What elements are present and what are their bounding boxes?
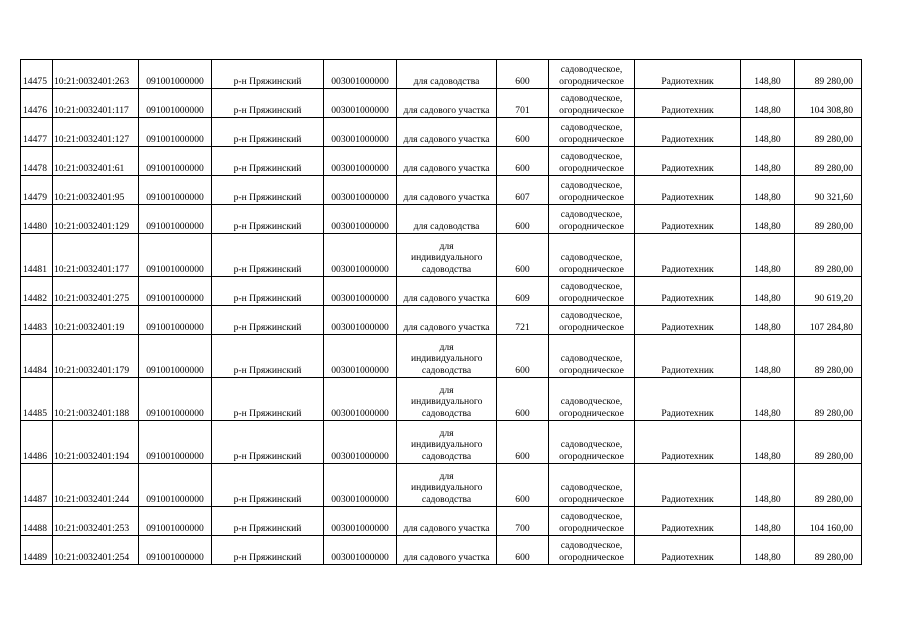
table-row <box>21 205 862 234</box>
cadastral-number-cell: 10:21:0032401:179 <box>53 335 139 378</box>
use-category-cell: садоводческое, огородническое <box>549 234 635 277</box>
use-category-cell: садоводческое, огородническое <box>549 335 635 378</box>
unit-value-cell: 148,80 <box>741 421 795 464</box>
okato-code-cell: 091001000000 <box>139 234 212 277</box>
district-cell: р-н Пряжинский <box>212 507 324 536</box>
use-category-cell: садоводческое, огородническое <box>549 507 635 536</box>
table-row <box>21 421 862 464</box>
permitted-use-cell: для индивидуального садоводства <box>397 378 497 421</box>
permitted-use-cell: для садового участка <box>397 536 497 565</box>
area-cell: 600 <box>497 464 549 507</box>
use-category-cell: садоводческое, огородническое <box>549 536 635 565</box>
okato-code-cell: 091001000000 <box>139 421 212 464</box>
okato-code-cell: 091001000000 <box>139 89 212 118</box>
registry-table-body <box>21 60 862 565</box>
partnership-name-cell: Радиотехник <box>635 234 741 277</box>
unit-value-cell: 148,80 <box>741 536 795 565</box>
settlement-code-cell: 003001000000 <box>324 306 397 335</box>
table-row <box>21 464 862 507</box>
cadastral-number-cell: 10:21:0032401:244 <box>53 464 139 507</box>
unit-value-cell: 148,80 <box>741 60 795 89</box>
permitted-use-cell: для индивидуального садоводства <box>397 335 497 378</box>
district-cell: р-н Пряжинский <box>212 421 324 464</box>
unit-value-cell: 148,80 <box>741 335 795 378</box>
table-row <box>21 234 862 277</box>
area-cell: 600 <box>497 378 549 421</box>
cadastral-value-cell: 89 280,00 <box>795 536 862 565</box>
partnership-name-cell: Радиотехник <box>635 464 741 507</box>
partnership-name-cell: Радиотехник <box>635 60 741 89</box>
record-id-cell: 14479 <box>21 176 53 205</box>
cadastral-number-cell: 10:21:0032401:19 <box>53 306 139 335</box>
cadastral-number-cell: 10:21:0032401:275 <box>53 277 139 306</box>
unit-value-cell: 148,80 <box>741 118 795 147</box>
district-cell: р-н Пряжинский <box>212 147 324 176</box>
table-row <box>21 60 862 89</box>
use-category-cell: садоводческое, огородническое <box>549 306 635 335</box>
permitted-use-cell: для садового участка <box>397 306 497 335</box>
registry-sheet <box>20 59 862 565</box>
area-cell: 721 <box>497 306 549 335</box>
unit-value-cell: 148,80 <box>741 277 795 306</box>
use-category-cell: садоводческое, огородническое <box>549 60 635 89</box>
partnership-name-cell: Радиотехник <box>635 205 741 234</box>
area-cell: 600 <box>497 147 549 176</box>
cadastral-value-cell: 89 280,00 <box>795 118 862 147</box>
district-cell: р-н Пряжинский <box>212 306 324 335</box>
unit-value-cell: 148,80 <box>741 234 795 277</box>
cadastral-value-cell: 89 280,00 <box>795 205 862 234</box>
partnership-name-cell: Радиотехник <box>635 306 741 335</box>
cadastral-value-cell: 89 280,00 <box>795 464 862 507</box>
record-id-cell: 14486 <box>21 421 53 464</box>
table-row <box>21 378 862 421</box>
settlement-code-cell: 003001000000 <box>324 335 397 378</box>
use-category-cell: садоводческое, огородническое <box>549 205 635 234</box>
okato-code-cell: 091001000000 <box>139 147 212 176</box>
okato-code-cell: 091001000000 <box>139 378 212 421</box>
settlement-code-cell: 003001000000 <box>324 147 397 176</box>
area-cell: 600 <box>497 536 549 565</box>
area-cell: 600 <box>497 205 549 234</box>
okato-code-cell: 091001000000 <box>139 335 212 378</box>
unit-value-cell: 148,80 <box>741 147 795 176</box>
cadastral-number-cell: 10:21:0032401:61 <box>53 147 139 176</box>
cadastral-value-cell: 89 280,00 <box>795 147 862 176</box>
record-id-cell: 14481 <box>21 234 53 277</box>
area-cell: 607 <box>497 176 549 205</box>
partnership-name-cell: Радиотехник <box>635 378 741 421</box>
cadastral-number-cell: 10:21:0032401:117 <box>53 89 139 118</box>
settlement-code-cell: 003001000000 <box>324 421 397 464</box>
unit-value-cell: 148,80 <box>741 464 795 507</box>
okato-code-cell: 091001000000 <box>139 176 212 205</box>
cadastral-value-cell: 104 160,00 <box>795 507 862 536</box>
permitted-use-cell: для садового участка <box>397 277 497 306</box>
table-row <box>21 335 862 378</box>
table-row <box>21 507 862 536</box>
partnership-name-cell: Радиотехник <box>635 421 741 464</box>
cadastral-value-cell: 89 280,00 <box>795 421 862 464</box>
unit-value-cell: 148,80 <box>741 205 795 234</box>
permitted-use-cell: для садового участка <box>397 118 497 147</box>
district-cell: р-н Пряжинский <box>212 277 324 306</box>
unit-value-cell: 148,80 <box>741 89 795 118</box>
permitted-use-cell: для индивидуального садоводства <box>397 234 497 277</box>
settlement-code-cell: 003001000000 <box>324 507 397 536</box>
okato-code-cell: 091001000000 <box>139 464 212 507</box>
district-cell: р-н Пряжинский <box>212 464 324 507</box>
district-cell: р-н Пряжинский <box>212 335 324 378</box>
district-cell: р-н Пряжинский <box>212 378 324 421</box>
area-cell: 609 <box>497 277 549 306</box>
settlement-code-cell: 003001000000 <box>324 277 397 306</box>
district-cell: р-н Пряжинский <box>212 234 324 277</box>
cadastral-number-cell: 10:21:0032401:194 <box>53 421 139 464</box>
use-category-cell: садоводческое, огородническое <box>549 378 635 421</box>
settlement-code-cell: 003001000000 <box>324 205 397 234</box>
use-category-cell: садоводческое, огородническое <box>549 277 635 306</box>
okato-code-cell: 091001000000 <box>139 60 212 89</box>
record-id-cell: 14475 <box>21 60 53 89</box>
unit-value-cell: 148,80 <box>741 306 795 335</box>
area-cell: 600 <box>497 60 549 89</box>
unit-value-cell: 148,80 <box>741 378 795 421</box>
cadastral-number-cell: 10:21:0032401:127 <box>53 118 139 147</box>
settlement-code-cell: 003001000000 <box>324 89 397 118</box>
settlement-code-cell: 003001000000 <box>324 536 397 565</box>
partnership-name-cell: Радиотехник <box>635 118 741 147</box>
settlement-code-cell: 003001000000 <box>324 60 397 89</box>
use-category-cell: садоводческое, огородническое <box>549 421 635 464</box>
permitted-use-cell: для индивидуального садоводства <box>397 464 497 507</box>
use-category-cell: садоводческое, огородническое <box>549 176 635 205</box>
record-id-cell: 14477 <box>21 118 53 147</box>
okato-code-cell: 091001000000 <box>139 118 212 147</box>
permitted-use-cell: для садоводства <box>397 60 497 89</box>
use-category-cell: садоводческое, огородническое <box>549 118 635 147</box>
cadastral-value-cell: 89 280,00 <box>795 60 862 89</box>
settlement-code-cell: 003001000000 <box>324 464 397 507</box>
permitted-use-cell: для садоводства <box>397 205 497 234</box>
record-id-cell: 14488 <box>21 507 53 536</box>
partnership-name-cell: Радиотехник <box>635 335 741 378</box>
unit-value-cell: 148,80 <box>741 507 795 536</box>
partnership-name-cell: Радиотехник <box>635 507 741 536</box>
permitted-use-cell: для садового участка <box>397 507 497 536</box>
record-id-cell: 14482 <box>21 277 53 306</box>
area-cell: 600 <box>497 234 549 277</box>
partnership-name-cell: Радиотехник <box>635 147 741 176</box>
cadastral-number-cell: 10:21:0032401:188 <box>53 378 139 421</box>
partnership-name-cell: Радиотехник <box>635 277 741 306</box>
use-category-cell: садоводческое, огородническое <box>549 89 635 118</box>
cadastral-number-cell: 10:21:0032401:177 <box>53 234 139 277</box>
cadastral-value-cell: 90 321,60 <box>795 176 862 205</box>
settlement-code-cell: 003001000000 <box>324 378 397 421</box>
record-id-cell: 14476 <box>21 89 53 118</box>
district-cell: р-н Пряжинский <box>212 118 324 147</box>
area-cell: 600 <box>497 421 549 464</box>
record-id-cell: 14485 <box>21 378 53 421</box>
area-cell: 700 <box>497 507 549 536</box>
okato-code-cell: 091001000000 <box>139 205 212 234</box>
table-row <box>21 147 862 176</box>
table-row <box>21 306 862 335</box>
okato-code-cell: 091001000000 <box>139 277 212 306</box>
unit-value-cell: 148,80 <box>741 176 795 205</box>
use-category-cell: садоводческое, огородническое <box>549 464 635 507</box>
use-category-cell: садоводческое, огородническое <box>549 147 635 176</box>
registry-table <box>20 59 862 565</box>
table-row <box>21 176 862 205</box>
area-cell: 701 <box>497 89 549 118</box>
district-cell: р-н Пряжинский <box>212 89 324 118</box>
district-cell: р-н Пряжинский <box>212 60 324 89</box>
table-row <box>21 536 862 565</box>
record-id-cell: 14487 <box>21 464 53 507</box>
cadastral-value-cell: 90 619,20 <box>795 277 862 306</box>
settlement-code-cell: 003001000000 <box>324 234 397 277</box>
record-id-cell: 14484 <box>21 335 53 378</box>
cadastral-value-cell: 89 280,00 <box>795 335 862 378</box>
area-cell: 600 <box>497 335 549 378</box>
area-cell: 600 <box>497 118 549 147</box>
table-row <box>21 89 862 118</box>
record-id-cell: 14478 <box>21 147 53 176</box>
table-row <box>21 277 862 306</box>
cadastral-number-cell: 10:21:0032401:253 <box>53 507 139 536</box>
settlement-code-cell: 003001000000 <box>324 176 397 205</box>
cadastral-value-cell: 89 280,00 <box>795 234 862 277</box>
record-id-cell: 14480 <box>21 205 53 234</box>
partnership-name-cell: Радиотехник <box>635 89 741 118</box>
district-cell: р-н Пряжинский <box>212 536 324 565</box>
okato-code-cell: 091001000000 <box>139 306 212 335</box>
okato-code-cell: 091001000000 <box>139 507 212 536</box>
cadastral-value-cell: 107 284,80 <box>795 306 862 335</box>
cadastral-number-cell: 10:21:0032401:254 <box>53 536 139 565</box>
table-row <box>21 118 862 147</box>
district-cell: р-н Пряжинский <box>212 176 324 205</box>
record-id-cell: 14483 <box>21 306 53 335</box>
permitted-use-cell: для садового участка <box>397 89 497 118</box>
permitted-use-cell: для индивидуального садоводства <box>397 421 497 464</box>
cadastral-number-cell: 10:21:0032401:263 <box>53 60 139 89</box>
cadastral-value-cell: 104 308,80 <box>795 89 862 118</box>
cadastral-number-cell: 10:21:0032401:95 <box>53 176 139 205</box>
partnership-name-cell: Радиотехник <box>635 176 741 205</box>
partnership-name-cell: Радиотехник <box>635 536 741 565</box>
permitted-use-cell: для садового участка <box>397 176 497 205</box>
cadastral-number-cell: 10:21:0032401:129 <box>53 205 139 234</box>
permitted-use-cell: для садового участка <box>397 147 497 176</box>
record-id-cell: 14489 <box>21 536 53 565</box>
district-cell: р-н Пряжинский <box>212 205 324 234</box>
settlement-code-cell: 003001000000 <box>324 118 397 147</box>
cadastral-value-cell: 89 280,00 <box>795 378 862 421</box>
okato-code-cell: 091001000000 <box>139 536 212 565</box>
